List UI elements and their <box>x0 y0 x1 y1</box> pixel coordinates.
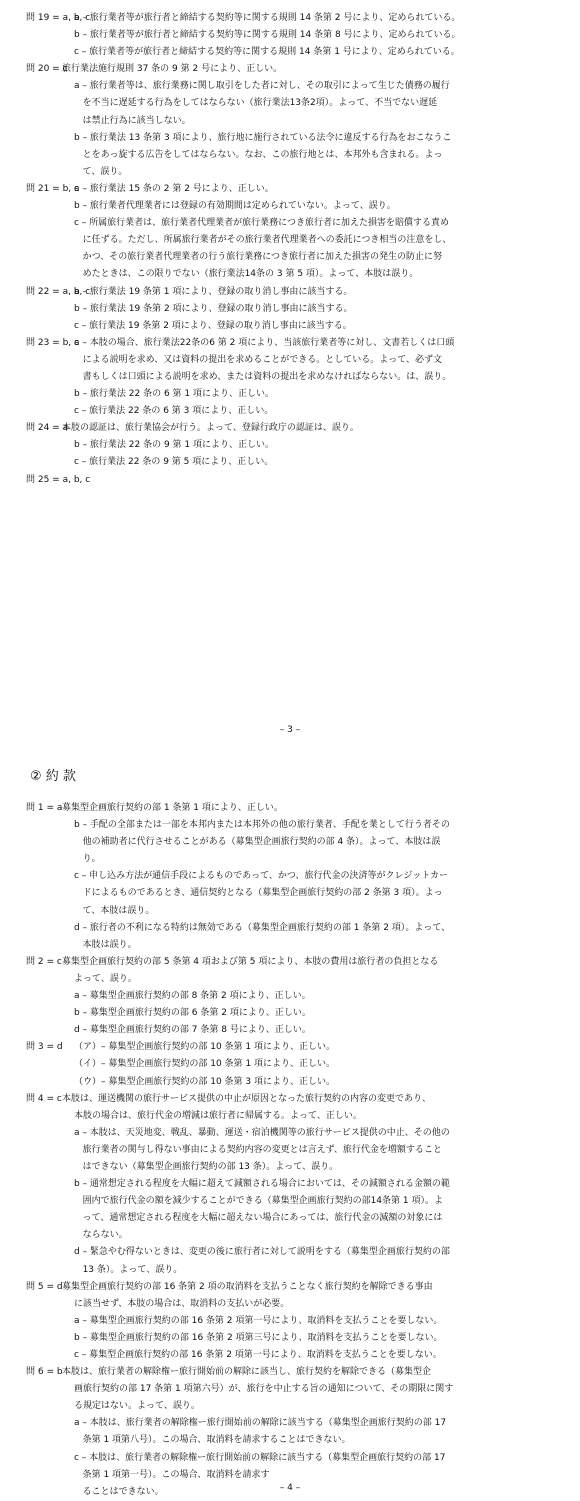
answer-text: b – 旅行業者等が旅行者と締結する契約等に関する規則 14 条第 8 号により、定められている。 <box>74 30 461 41</box>
question-label: 問 25 = a, b, c <box>26 474 91 485</box>
answer-text: 条第 1 項第八号）。この場合、取消料を請求することはできない。 <box>74 1435 351 1446</box>
text-line <box>0 1056 580 1073</box>
page-number-3: – 3 – <box>279 725 301 735</box>
answer-text: b – 通常想定される程度を大幅に超えて減額される場合においては、その減額される金額の範 <box>74 1179 450 1190</box>
text-line <box>0 1108 580 1125</box>
page-3-body <box>0 10 580 485</box>
answer-text: （イ）– 募集型企画旅行契約の部 10 条第 1 項により、正しい。 <box>74 1059 335 1070</box>
answer-text: は禁止行為に該当しない。 <box>74 115 191 126</box>
answer-text: a – 募集型企画旅行契約の部 8 条第 2 項により、正しい。 <box>74 991 311 1002</box>
answer-text: 旅行業者の関与し得ない事由による契約内容の変更とは言えず、旅行代金を増額すること <box>74 1144 442 1155</box>
text-line <box>0 1125 580 1142</box>
text-line <box>0 130 580 147</box>
text-line <box>0 284 580 301</box>
answer-text: り。 <box>74 854 101 865</box>
text-line <box>0 1398 580 1415</box>
question-label: 問 3 = d <box>26 1042 63 1053</box>
text-line <box>0 885 580 902</box>
page-4-body <box>0 800 580 1501</box>
text-line <box>0 1176 580 1193</box>
answer-text: c – 旅行業者等が旅行者と締結する契約等に関する規則 14 条第 1 号により、定められている。 <box>74 47 460 58</box>
answer-text: 本肢は、旅行業者の解除権ー旅行開始前の解除に該当し、旅行契約を解除できる（募集型企 <box>62 1367 432 1378</box>
answer-text: b – 旅行業法 13 条第 3 項により、旅行地に施行されている法令に違反する行為をおこなうこ <box>74 132 452 143</box>
text-line <box>0 181 580 198</box>
text-line <box>0 61 580 78</box>
text-line <box>0 454 580 471</box>
answer-text: b – 手配の全部または一部を本邦内または本邦外の他の旅行業者、手配を業として行う者その <box>74 820 450 831</box>
answer-text: a – 本肢は、天災地変、戦乱、暴動、運送・宿泊機関等の旅行サービス提供の中止、その他の <box>74 1127 450 1138</box>
question-label: 問 1 = a <box>26 803 63 813</box>
answer-text: （ウ）– 募集型企画旅行契約の部 10 条第 3 項により、正しい。 <box>74 1076 335 1087</box>
text-line <box>0 78 580 95</box>
answer-text: a – 旅行業者等は、旅行業務に関し取引をした者に対し、その取引によって生じた債務の履行 <box>74 81 450 92</box>
text-line <box>0 437 580 454</box>
text-line <box>0 27 580 44</box>
answer-text: b – 旅行業者代理業者には登録の有効期間は定められていない。よって、誤り。 <box>74 201 396 212</box>
text-line <box>0 1022 580 1039</box>
text-line <box>0 95 580 112</box>
text-line <box>0 352 580 369</box>
answer-text: 条第 1 項第一号）。この場合、取消料を請求す <box>74 1469 270 1480</box>
text-line <box>0 232 580 249</box>
text-line <box>0 1005 580 1022</box>
text-line <box>0 215 580 232</box>
text-line <box>0 1347 580 1364</box>
answer-text: a – 本肢の場合、旅行業法22条の6 第 2 項により、当該旅行業者等に対し、文書若しくは口頭 <box>74 337 455 348</box>
text-line <box>0 335 580 352</box>
text-line <box>0 851 580 868</box>
text-line <box>0 1296 580 1313</box>
answer-text: に該当せず、本肢の場合は、取消料の支払いが必要。 <box>74 1298 290 1309</box>
text-line <box>0 198 580 215</box>
text-line <box>0 800 580 817</box>
text-line <box>0 1159 580 1176</box>
text-line <box>0 1091 580 1108</box>
answer-text: d – 旅行者の不利になる特約は無効である（募集型企画旅行契約の部 1 条第 2 項）。よって、 <box>74 922 451 933</box>
text-line <box>0 1193 580 1210</box>
answer-text: 書もしくは口頭による説明を求め、または資料の提出を求めなければならない。は、誤り。 <box>74 371 452 382</box>
text-line <box>0 1244 580 1261</box>
answer-text: c – 旅行業法 19 条第 2 項により、登録の取り消し事由に該当する。 <box>74 320 352 331</box>
answer-text: c – 本肢は、旅行業者の解除権ー旅行開始前の解除に該当する（募集型企画旅行契約の部 17 <box>74 1452 446 1463</box>
text-line <box>0 971 580 988</box>
answer-text: ドによるものであるとき、通信契約となる（募集型企画旅行契約の部 2 条第 3 項）。よっ <box>74 888 443 899</box>
answer-text: c – 旅行業法 22 条の 6 第 3 項により、正しい。 <box>74 406 274 417</box>
answer-text: 画旅行契約の部 17 条第 1 項第六号）が、旅行を中止する旨の通知について、その期限に関す <box>74 1384 454 1395</box>
text-line <box>0 1415 580 1432</box>
answer-text: よって、誤り。 <box>74 973 137 984</box>
text-line <box>0 1450 580 1467</box>
text-line <box>0 903 580 920</box>
text-line <box>0 249 580 266</box>
page-4 <box>0 800 580 1501</box>
page-3 <box>0 10 580 485</box>
text-line <box>0 937 580 954</box>
text-line <box>0 113 580 130</box>
answer-text: 募集型企画旅行契約の部 5 条第 4 項および第 5 項により、本肢の費用は旅行者の負担となる <box>62 956 439 967</box>
answer-text: 本肢は誤り。 <box>74 939 137 950</box>
answer-text: 本肢の認証は、旅行業協会が行う。よって、登録行政庁の認証は、誤り。 <box>62 423 359 434</box>
question-label: 問 23 = b, c <box>26 337 79 348</box>
answer-text: b – 募集型企画旅行契約の部 16 条第 2 項第三号により、取消料を支払うことを要しない。 <box>74 1332 443 1343</box>
text-line <box>0 369 580 386</box>
question-label: 問 21 = b, c <box>26 183 79 194</box>
answer-text: （ア）– 募集型企画旅行契約の部 10 条第 1 項により、正しい。 <box>74 1042 335 1053</box>
answer-text: a – 旅行業法 19 条第 1 項により、登録の取り消し事由に該当する。 <box>74 286 353 297</box>
text-line <box>0 1381 580 1398</box>
text-line <box>0 954 580 971</box>
answer-text: c – 申し込み方法が通信手段によるものであって、かつ、旅行代金の決済等がクレジットカー <box>74 871 449 882</box>
text-line <box>0 301 580 318</box>
text-line <box>0 266 580 283</box>
text-line <box>0 1313 580 1330</box>
text-line <box>0 834 580 851</box>
question-label: 問 5 = d <box>26 1281 63 1292</box>
answer-text: はできない（募集型企画旅行契約の部 13 条）。よって、誤り。 <box>74 1161 339 1172</box>
text-line <box>0 1364 580 1381</box>
answer-text: b – 旅行業法 19 条第 2 項により、登録の取り消し事由に該当する。 <box>74 303 353 314</box>
answer-text: d – 緊急やむ得ないときは、変更の後に旅行者に対して説明をする（募集型企画旅行契約の部 <box>74 1247 450 1258</box>
question-label: 問 6 = b <box>26 1367 63 1378</box>
text-line <box>0 1210 580 1227</box>
page-number-4: – 4 – <box>279 1483 301 1493</box>
text-line <box>0 868 580 885</box>
question-label: 問 19 = a, b, c <box>26 13 91 23</box>
answer-text: a – 旅行業者等が旅行者と締結する契約等に関する規則 14 条第 2 号により、定められている。 <box>74 13 461 23</box>
text-line <box>0 1330 580 1347</box>
text-line <box>0 1279 580 1296</box>
answer-text: めたときは、この限りでない（旅行業法14条の 3 第 5 項）。よって、本肢は誤り。 <box>74 269 419 280</box>
answer-text: 本肢の場合は、旅行代金の増減は旅行者に帰属する。よって、正しい。 <box>74 1110 362 1121</box>
answer-text: による説明を求め、又は資料の提出を求めることができる。としている。よって、必ず文 <box>74 354 443 365</box>
answer-text: 囲内で旅行代金の額を減少することができる（募集型企画旅行契約の部14条第 1 項）。よ <box>74 1196 443 1207</box>
text-line <box>0 44 580 61</box>
answer-text: とをあっ旋する広告をしてはならない。なお、この旅行地とは、本邦外も含まれる。よっ <box>74 149 443 160</box>
answer-text: d – 募集型企画旅行契約の部 7 条第 8 号により、正しい。 <box>74 1025 311 1036</box>
answer-text: ることはできない。 <box>74 1486 164 1497</box>
text-line <box>0 164 580 181</box>
question-label: 問 22 = a, b, c <box>26 286 91 297</box>
text-line <box>0 1227 580 1244</box>
answer-text: b – 旅行業法 22 条の 6 第 1 項により、正しい。 <box>74 389 275 400</box>
answer-text: c – 募集型企画旅行契約の部 16 条第 2 項第一号により、取消料を支払うことを要しない。 <box>74 1350 442 1360</box>
answer-text: 旅行業法施行規則 37 条の 9 第 2 号により、正しい。 <box>62 64 283 75</box>
text-line <box>0 988 580 1005</box>
answer-text: 他の補助者に代行させることがある（募集型企画旅行契約の部 4 条）。よって、本肢は誤 <box>74 837 441 848</box>
question-label: 問 24 = a <box>26 423 69 434</box>
answer-text: を不当に遅延する行為をしてはならない（旅行業法13条2項）。よって、不当でない遅延 <box>74 98 438 109</box>
section-title: ② 約 款 <box>30 769 76 784</box>
answer-text: a – 旅行業法 15 条の 2 第 2 号により、正しい。 <box>74 183 274 194</box>
answer-text: c – 所属旅行業者は、旅行業者代理業者が旅行業務につき旅行者に加えた損害を賠償する責め <box>74 218 449 229</box>
answer-text: 本肢は、運送機関の旅行サービス提供の中止が原因となった旅行契約の内容の変更であり、 <box>62 1093 432 1104</box>
answer-text: b – 旅行業法 22 条の 9 第 1 項により、正しい。 <box>74 440 275 451</box>
text-line <box>0 386 580 403</box>
answer-text: 募集型企画旅行契約の部 1 条第 1 項により、正しい。 <box>62 803 283 813</box>
text-line <box>0 1142 580 1159</box>
answer-text: c – 旅行業法 22 条の 9 第 5 項により、正しい。 <box>74 457 274 468</box>
answer-text: 13 条）。よって、誤り。 <box>74 1264 183 1275</box>
question-label: 問 20 = c <box>26 64 68 75</box>
answer-text: ならない。 <box>74 1230 128 1241</box>
text-line <box>0 147 580 164</box>
text-line <box>0 920 580 937</box>
answer-text: る規定はない。よって、誤り。 <box>74 1401 200 1412</box>
answer-text: て、本肢は誤り。 <box>74 905 155 916</box>
text-line <box>0 817 580 834</box>
text-line <box>0 1074 580 1091</box>
answer-text: って、通常想定される程度を大幅に超えない場合にあっては、旅行代金の減額の対象には <box>74 1213 443 1224</box>
text-line <box>0 10 580 27</box>
answer-text: a – 本肢は、旅行業者の解除権ー旅行開始前の解除に該当する（募集型企画旅行契約の部 17 <box>74 1418 447 1429</box>
answer-text: に任ずる。ただし、所属旅行業者がその旅行業者代理業者への委託につき相当の注意をし、 <box>74 235 452 246</box>
answer-text: かつ、その旅行業者代理業者の行う旅行業務につき旅行者に加えた損害の発生の防止に努 <box>74 252 443 263</box>
answer-text: b – 募集型企画旅行契約の部 6 条第 2 項により、正しい。 <box>74 1008 311 1019</box>
text-line <box>0 318 580 335</box>
text-line <box>0 403 580 420</box>
answer-text: 募集型企画旅行契約の部 16 条第 2 項の取消料を支払うことなく旅行契約を解除できる事由 <box>62 1281 433 1292</box>
text-line <box>0 1262 580 1279</box>
question-label: 問 2 = c <box>26 956 62 967</box>
text-line <box>0 1039 580 1056</box>
text-line <box>0 420 580 437</box>
answer-text: a – 募集型企画旅行契約の部 16 条第 2 項第一号により、取消料を支払うことを要しない。 <box>74 1315 443 1326</box>
answer-text: て、誤り。 <box>74 166 128 177</box>
question-label: 問 4 = c <box>26 1093 62 1104</box>
text-line <box>0 1432 580 1449</box>
